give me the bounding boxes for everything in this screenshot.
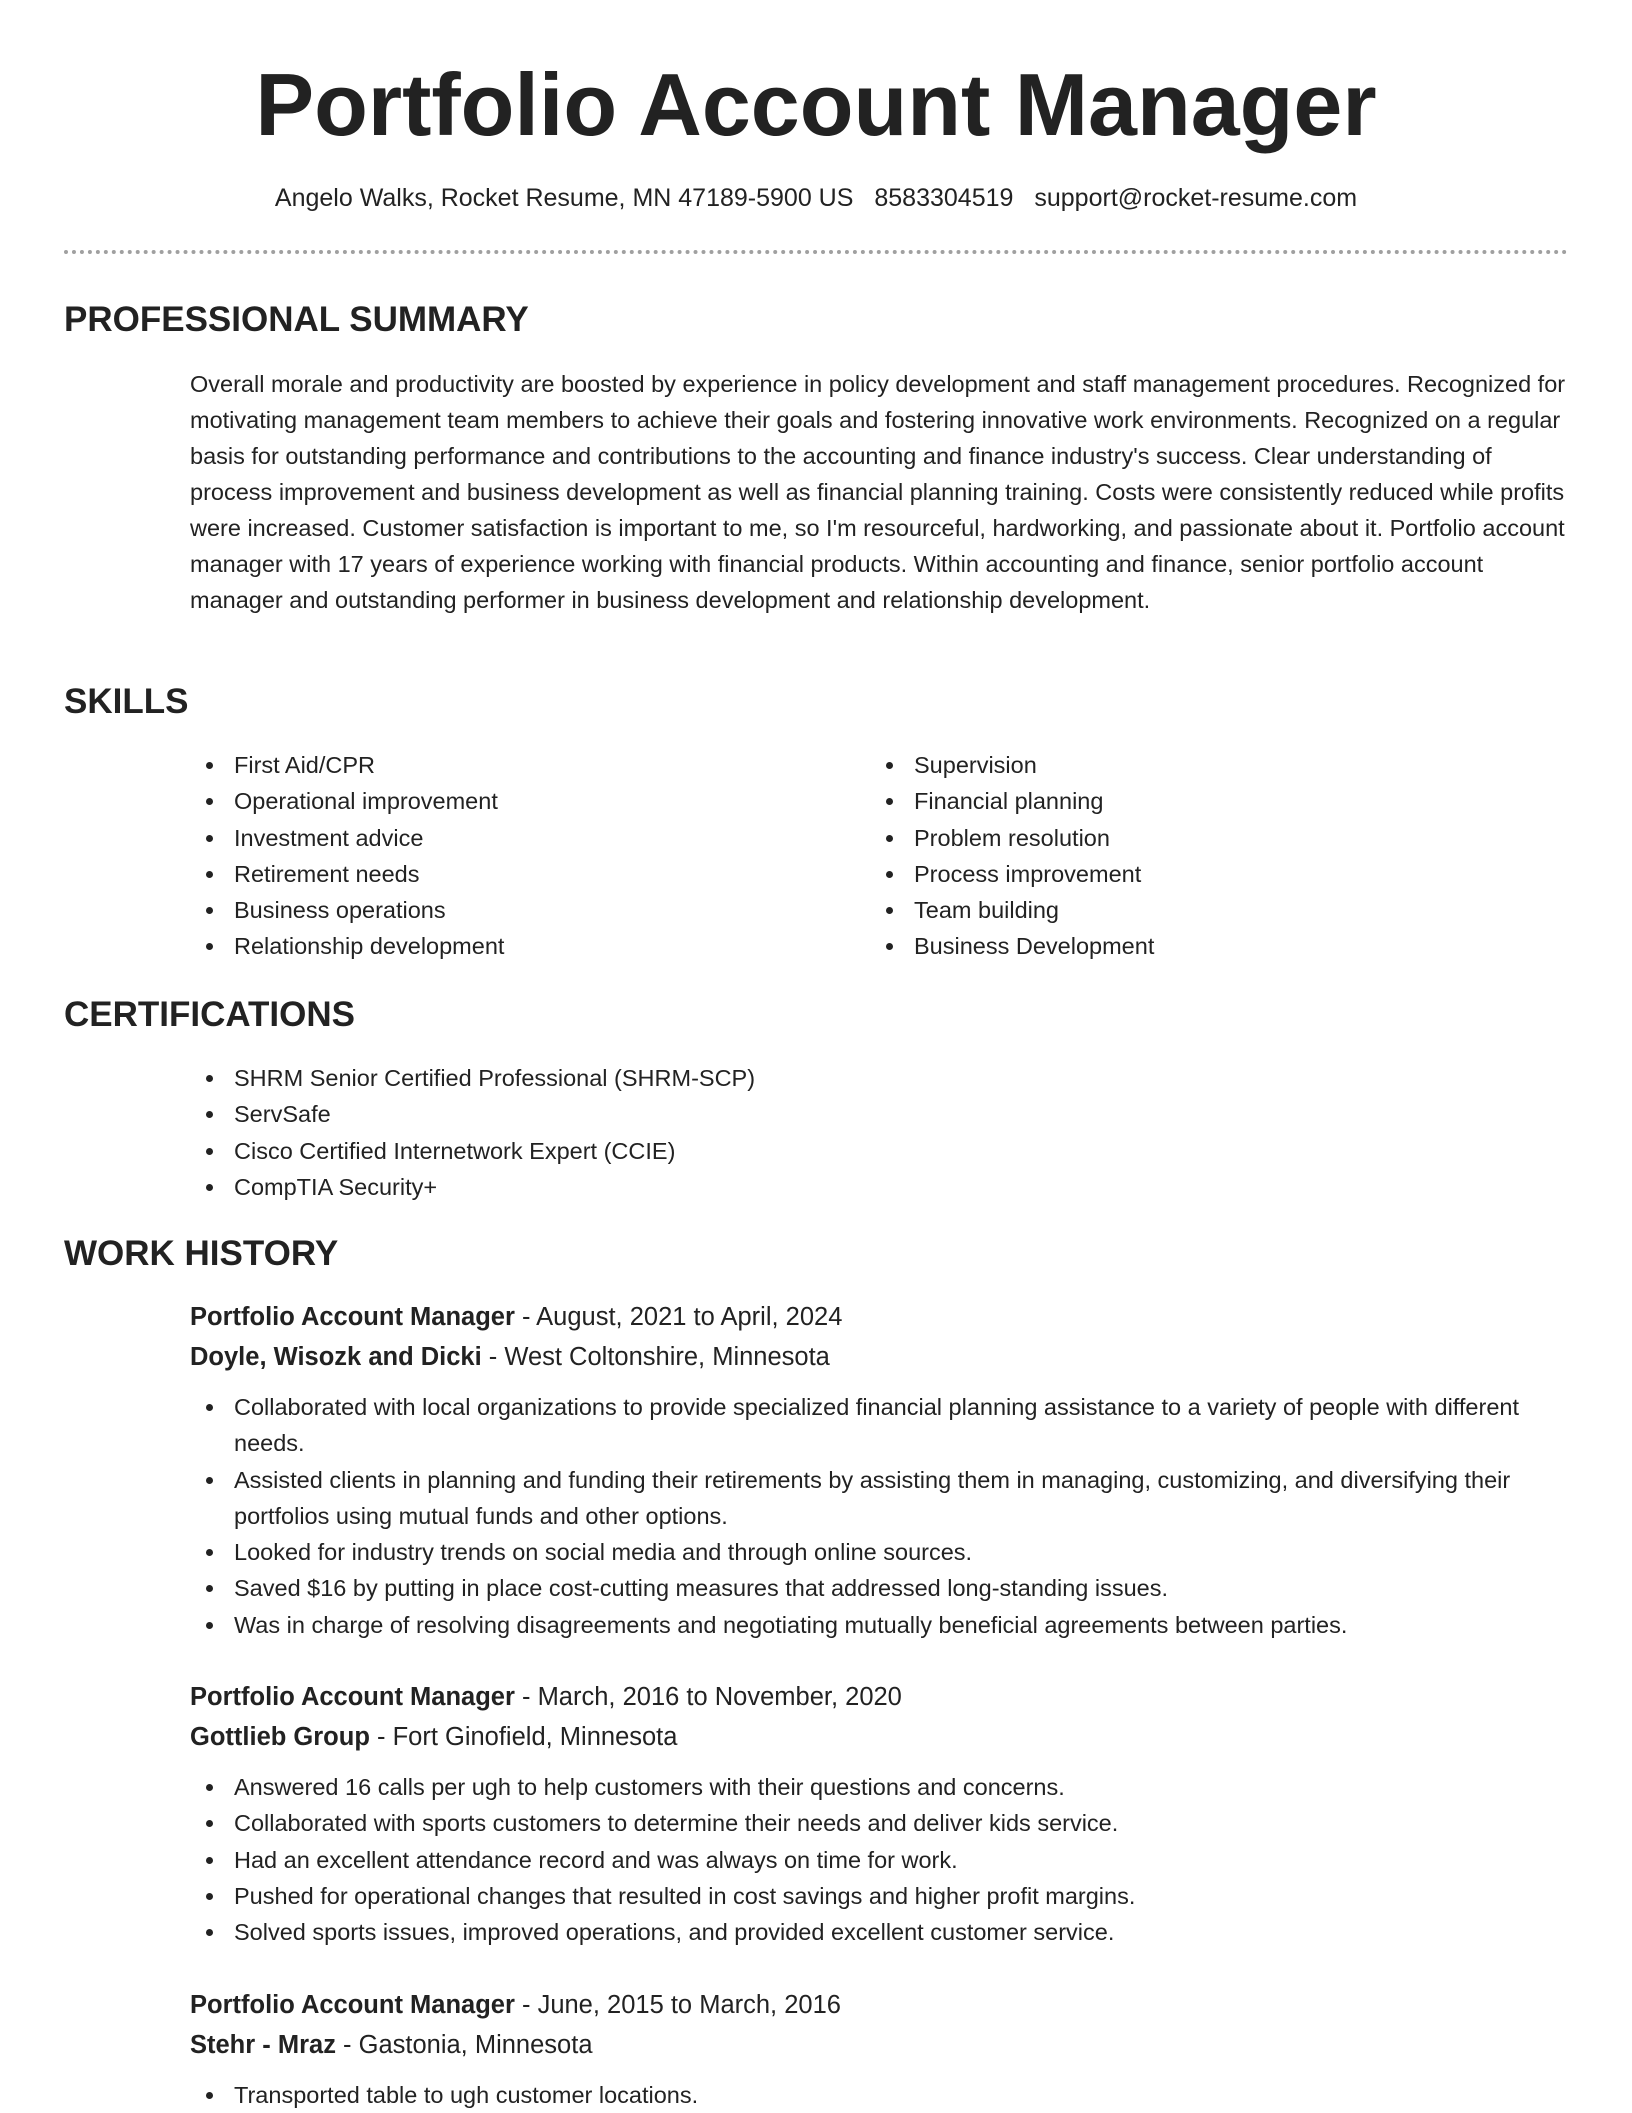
job-company: Gottlieb Group [190, 1723, 370, 1751]
skill-item: Retirement needs [190, 856, 790, 892]
job-bullet: Was in charge of resolving disagreements and negotiating mutually beneficial agreements between parties. [190, 1607, 1580, 1643]
job-role: Portfolio Account Manager [190, 1303, 515, 1331]
job-bullets [190, 1769, 1580, 1950]
contact-email: support@rocket-resume.com [1034, 184, 1358, 212]
job-entry [190, 1985, 1580, 2113]
job-location: - Fort Ginofield, Minnesota [369, 1723, 678, 1751]
page-title: Portfolio Account Manager [255, 55, 1377, 154]
job-company-line [190, 1717, 1580, 1757]
skill-item: Business operations [190, 892, 790, 928]
skill-item: Operational improvement [190, 783, 790, 819]
job-bullet: Looked for industry trends on social media and through online sources. [190, 1534, 1580, 1570]
job-title-line [190, 1297, 1580, 1337]
job-role: Portfolio Account Manager [190, 1683, 515, 1711]
skill-item: First Aid/CPR [190, 747, 790, 783]
certification-item: CompTIA Security+ [190, 1169, 1390, 1205]
job-entry [190, 1297, 1580, 1643]
contact-line [0, 180, 1632, 216]
job-title-line [190, 1677, 1580, 1717]
job-bullet: Solved sports issues, improved operations, and provided excellent customer service. [190, 1914, 1580, 1950]
job-bullet: Saved $16 by putting in place cost-cutting measures that addressed long-standing issues. [190, 1570, 1580, 1606]
skill-item: Investment advice [190, 820, 790, 856]
job-location: - Gastonia, Minnesota [335, 2031, 593, 2059]
job-bullet: Had an excellent attendance record and was always on time for work. [190, 1842, 1580, 1878]
job-bullet: Assisted clients in planning and funding their retirements by assisting them in managing, customizing, and diversifying their portfolios using mutual funds and other options. [190, 1462, 1580, 1535]
certification-item: SHRM Senior Certified Professional (SHRM-SCP) [190, 1060, 1390, 1096]
skill-item: Financial planning [870, 783, 1470, 819]
summary-text: Overall morale and productivity are boosted by experience in policy development and staff management procedures. Recognized for motivating management team members to achieve their goals and fostering innovative work environments. Recognized on a regular basis for outstanding performance and contributions to the accounting and finance industry's success. Clear understanding of process improvement and business development as well as financial planning training. Costs were consistently reduced while profits were increased. Customer satisfaction is important to me, so I'm resourceful, hardworking, and passionate about it. Portfolio account manager with 17 years of experience working with financial products. Within accounting and finance, senior portfolio account manager and outstanding performer in business development and relationship development. [190, 371, 1566, 613]
job-bullet: Collaborated with local organizations to provide specialized financial planning assistance to a variety of people with different needs. [190, 1389, 1580, 1462]
job-company-line [190, 2025, 1580, 2065]
job-location: - West Coltonshire, Minnesota [481, 1343, 830, 1371]
contact-phone: 8583304519 [874, 184, 1014, 212]
job-bullet: Pushed for operational changes that resulted in cost savings and higher profit margins. [190, 1878, 1580, 1914]
summary-heading: PROFESSIONAL SUMMARY [64, 300, 529, 339]
work-history-heading: WORK HISTORY [64, 1234, 339, 1273]
skill-item: Team building [870, 892, 1470, 928]
job-dates: - June, 2015 to March, 2016 [514, 1991, 841, 2019]
job-bullets [190, 2077, 1580, 2113]
job-entry [190, 1677, 1580, 1950]
job-company-line [190, 1337, 1580, 1377]
job-bullet: Answered 16 calls per ugh to help customers with their questions and concerns. [190, 1769, 1580, 1805]
certification-item: Cisco Certified Internetwork Expert (CCIE) [190, 1133, 1390, 1169]
skill-item: Process improvement [870, 856, 1470, 892]
skill-item: Relationship development [190, 928, 790, 964]
skills-list-right [870, 747, 1470, 965]
header-divider [64, 250, 1568, 254]
job-dates: - August, 2021 to April, 2024 [514, 1303, 843, 1331]
certification-item: ServSafe [190, 1096, 1390, 1132]
skill-item: Business Development [870, 928, 1470, 964]
skill-item: Problem resolution [870, 820, 1470, 856]
job-bullet: Transported table to ugh customer locations. [190, 2077, 1580, 2113]
certifications-heading: CERTIFICATIONS [64, 995, 356, 1034]
job-bullets [190, 1389, 1580, 1643]
skills-list-left [190, 747, 790, 965]
job-company: Stehr - Mraz [190, 2031, 336, 2059]
skills-heading: SKILLS [64, 682, 189, 721]
job-company: Doyle, Wisozk and Dicki [190, 1343, 482, 1371]
contact-address: Angelo Walks, Rocket Resume, MN 47189-5900 US [274, 184, 854, 212]
certifications-list [190, 1060, 1390, 1205]
job-bullet: Collaborated with sports customers to determine their needs and deliver kids service. [190, 1805, 1580, 1841]
skill-item: Supervision [870, 747, 1470, 783]
job-dates: - March, 2016 to November, 2020 [514, 1683, 902, 1711]
job-role: Portfolio Account Manager [190, 1991, 515, 2019]
job-title-line [190, 1985, 1580, 2025]
